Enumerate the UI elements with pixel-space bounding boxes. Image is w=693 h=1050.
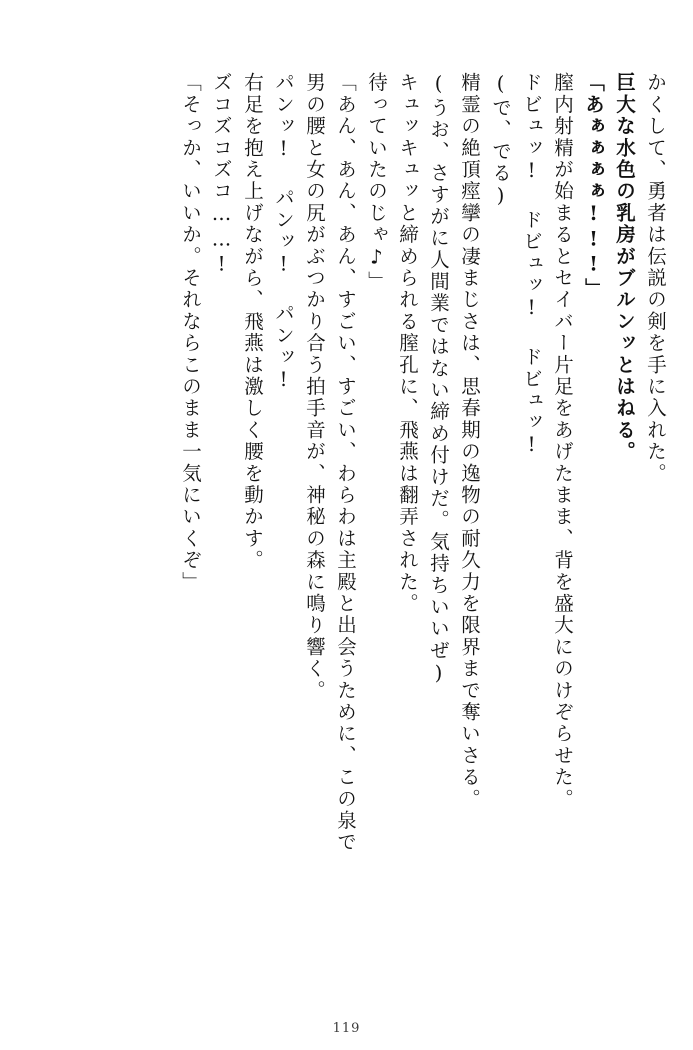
text-column: 精霊の絶頂痙攣の凄まじさは、思春期の逸物の耐久力を限界まで奪いさる。: [458, 72, 481, 810]
text-column: 「あん、あん、あん、すごい、すごい、わらわは主殿と出会うために、この泉で: [334, 72, 357, 854]
text-column: (うお、さすがに人間業ではない締め付けだ。気持ちいいぜ): [427, 72, 450, 687]
text-column: キュッキュッと締められる膣孔に、飛燕は翻弄された。: [396, 72, 419, 615]
text-column: 「そっか、いいか。それならこのまま一気にいくぞ」: [179, 72, 202, 593]
text-column: ドビュッ! ドビュッ! ドビュッ!: [520, 72, 543, 459]
text-column: 膣内射精が始まるとセイバー片足をあげたまま、背を盛大にのけぞらせた。: [551, 72, 574, 810]
text-column: かくして、勇者は伝説の剣を手に入れた。: [644, 72, 667, 485]
page-number: 119: [332, 1021, 361, 1036]
text-column: 「あぁぁぁぁ!!!」: [582, 72, 605, 300]
text-column: (で、でる): [489, 72, 512, 210]
text-column: ズコズコズコ……!: [210, 72, 233, 278]
text-column: 巨大な水色の乳房がブルンッとはねる。: [613, 72, 636, 463]
text-column: パンッ! パンッ! パンッ!: [272, 72, 295, 394]
vertical-text-body: [169, 72, 665, 952]
text-column: 男の腰と女の尻がぶつかり合う拍手音が、神秘の森に鳴り響く。: [303, 72, 326, 702]
text-column: 待っていたのじゃ♪」: [365, 72, 388, 293]
text-column: 右足を抱え上げながら、飛燕は激しく腰を動かす。: [241, 72, 264, 572]
